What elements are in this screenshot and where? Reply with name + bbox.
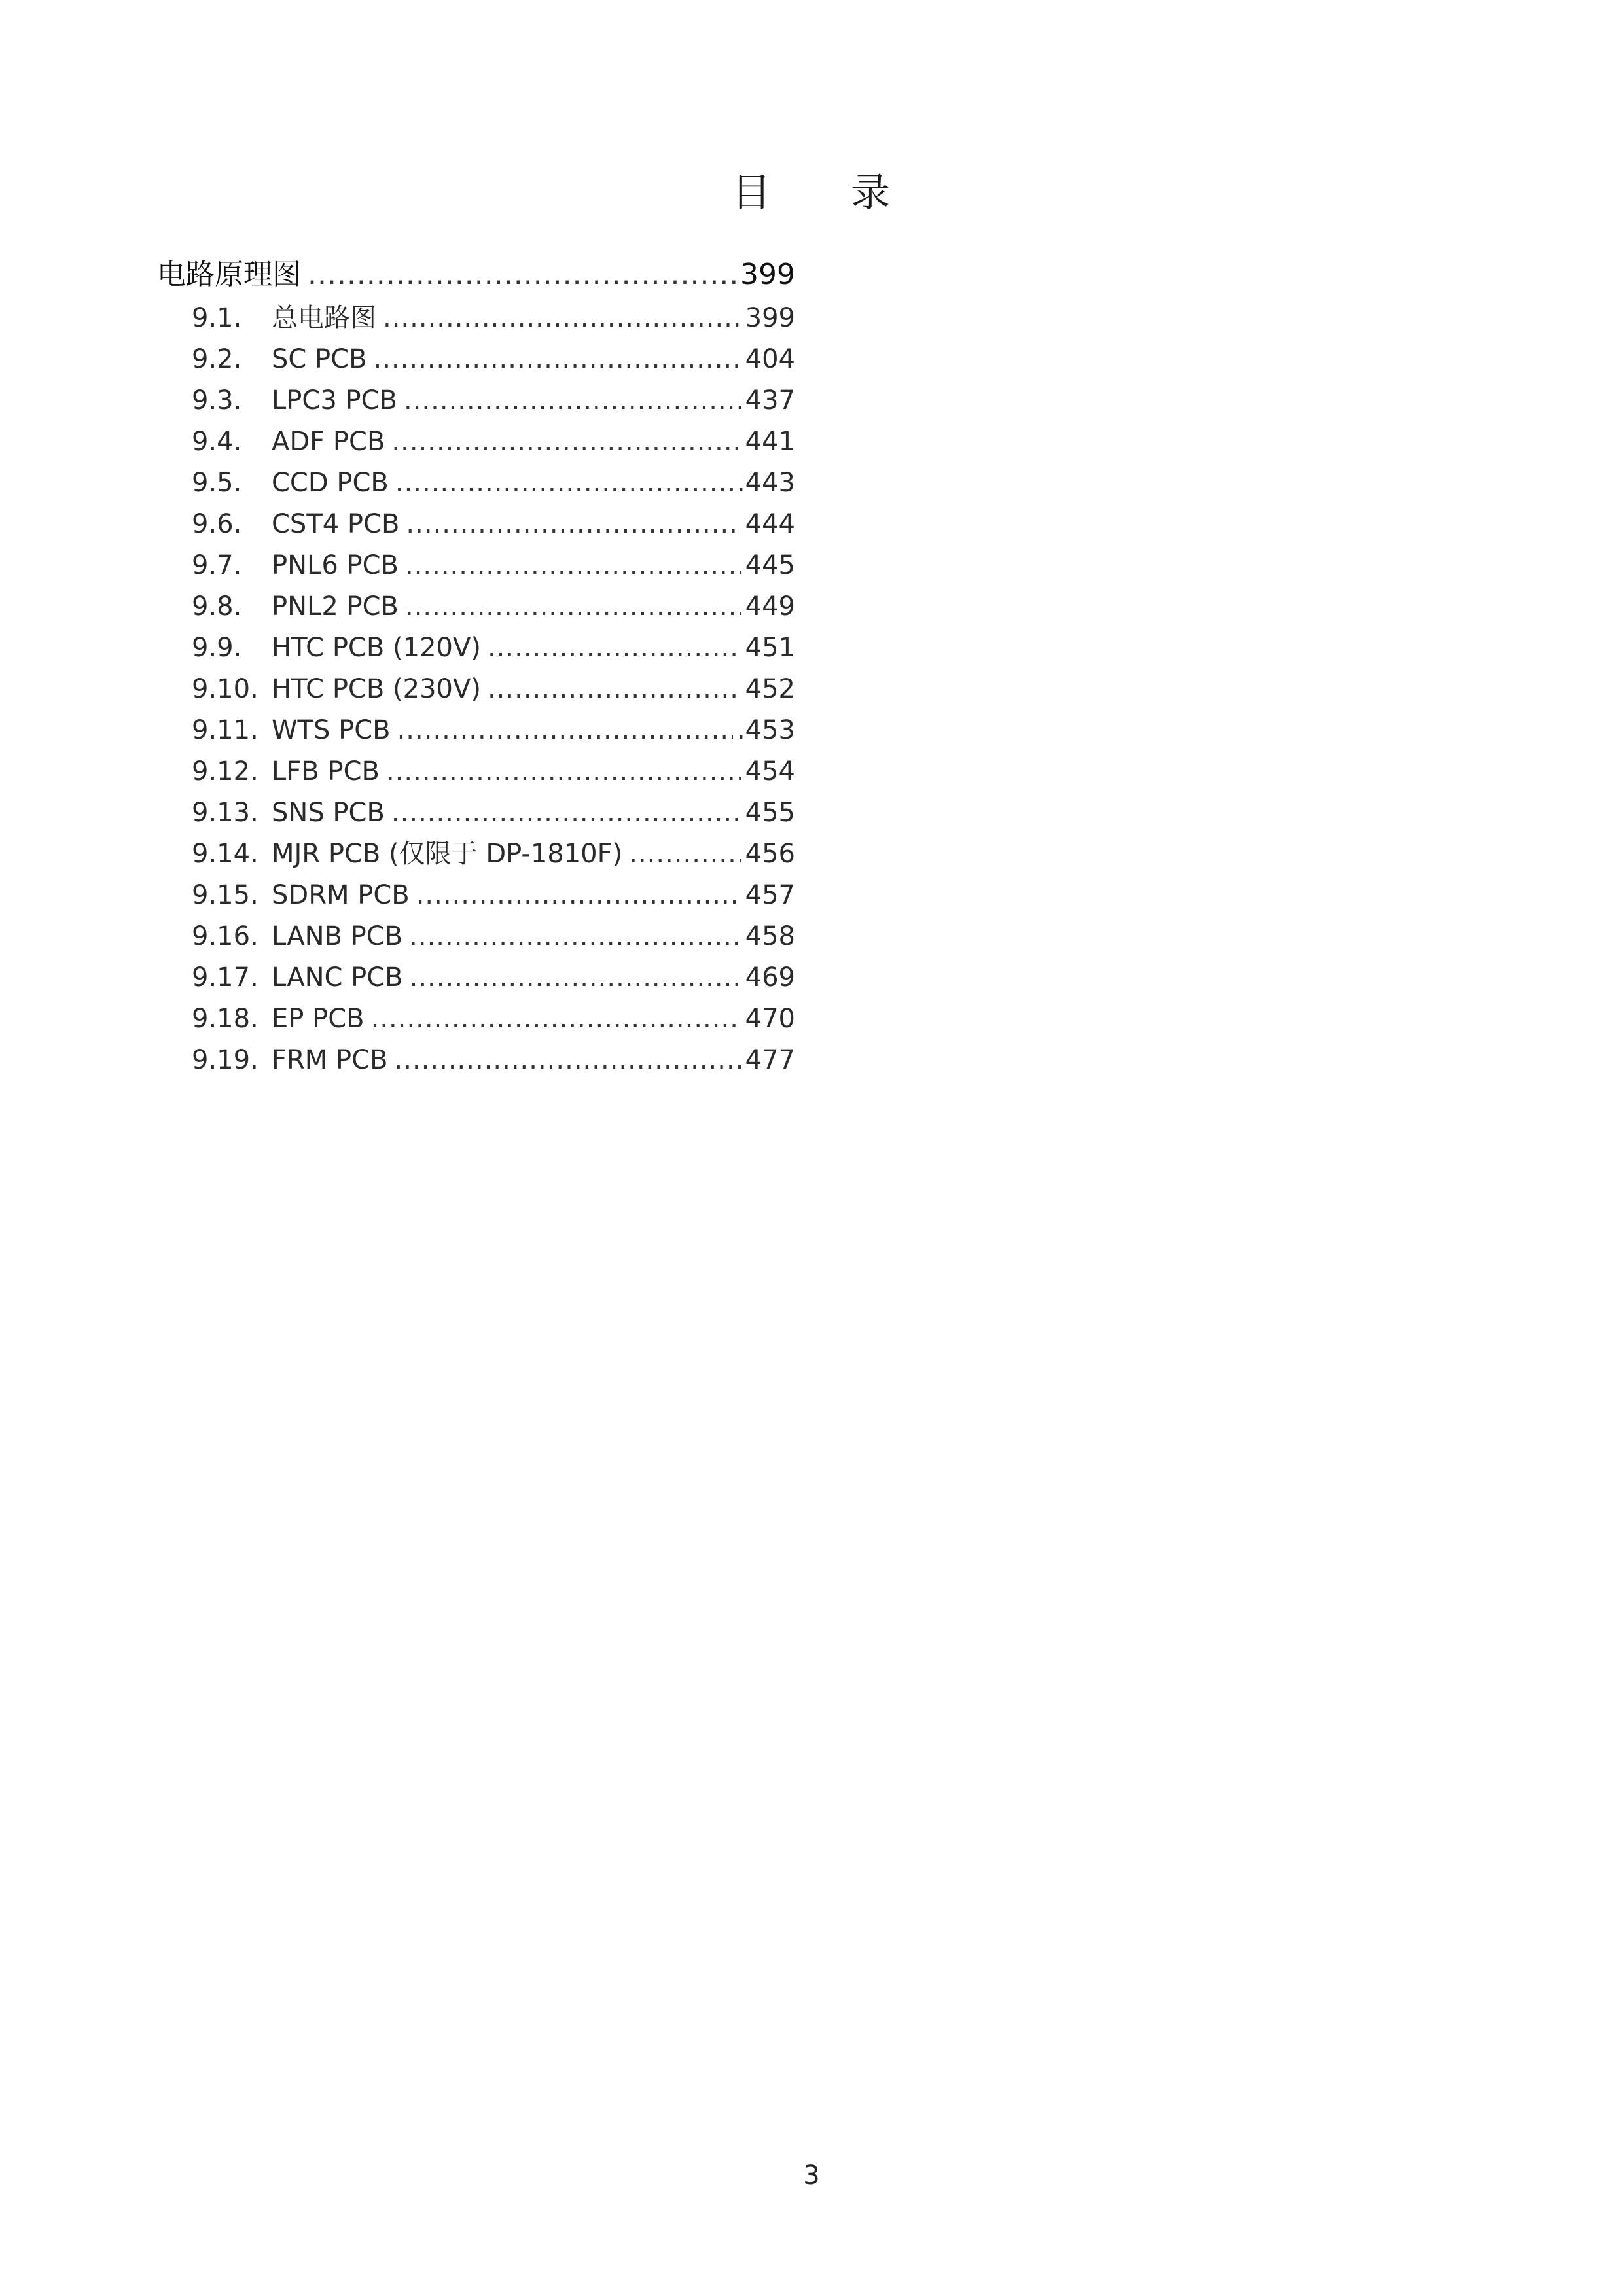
toc-item-page: 449 <box>745 592 795 622</box>
table-of-contents <box>157 252 795 1081</box>
toc-item-title: SDRM PCB <box>272 880 410 910</box>
toc-item-number: 9.7. <box>192 550 242 580</box>
toc-item[interactable] <box>157 998 795 1040</box>
toc-item[interactable] <box>157 834 795 875</box>
toc-item-number: 9.3. <box>192 385 242 415</box>
toc-item-title: PNL2 PCB <box>272 592 399 622</box>
toc-item-title: LANC PCB <box>272 963 403 993</box>
toc-item-page: 470 <box>745 1004 795 1034</box>
toc-item-title: SC PCB <box>272 344 367 374</box>
toc-item[interactable] <box>157 298 795 339</box>
page-title-right: 录 <box>851 170 891 216</box>
toc-dot-leader <box>395 1040 741 1081</box>
toc-item-number: 9.4. <box>192 427 242 457</box>
toc-item-page: 477 <box>745 1045 795 1075</box>
toc-dot-leader <box>391 421 741 463</box>
toc-dot-leader <box>395 463 733 504</box>
toc-item-page: 451 <box>745 633 795 663</box>
toc-dot-leader <box>406 504 741 545</box>
toc-item[interactable] <box>157 1040 795 1081</box>
toc-item[interactable] <box>157 380 795 421</box>
toc-item-number: 9.15. <box>192 880 259 910</box>
toc-item-number: 9.5. <box>192 468 242 498</box>
page-title-left: 目 <box>732 170 772 216</box>
toc-item-number: 9.19. <box>192 1045 259 1075</box>
toc-item-number: 9.14. <box>192 839 259 869</box>
toc-item-title: HTC PCB (230V) <box>272 674 481 704</box>
toc-item-number: 9.8. <box>192 592 242 622</box>
toc-item-title: ADF PCB <box>272 427 385 457</box>
toc-item-page: 441 <box>745 427 795 457</box>
toc-dot-leader <box>405 586 741 627</box>
toc-item-page: 455 <box>745 798 795 828</box>
toc-dot-leader <box>488 627 741 669</box>
toc-item-page: 444 <box>745 509 795 539</box>
toc-item-page: .453 <box>736 715 795 745</box>
toc-item-title: CCD PCB <box>272 468 389 498</box>
page-number: 3 <box>803 2161 820 2191</box>
toc-item[interactable] <box>157 421 795 463</box>
toc-item[interactable] <box>157 669 795 710</box>
toc-dot-leader <box>409 916 741 957</box>
toc-item[interactable] <box>157 463 795 504</box>
toc-section[interactable] <box>157 252 795 298</box>
toc-item-page: 457 <box>745 880 795 910</box>
page-title <box>0 167 1623 219</box>
toc-item-title: HTC PCB (120V) <box>272 633 481 663</box>
toc-item-page: 445 <box>745 550 795 580</box>
toc-item-list <box>157 298 795 1081</box>
toc-item-page: 458 <box>745 921 795 951</box>
toc-item-page: 469 <box>745 963 795 993</box>
toc-item-title: LANB PCB <box>272 921 403 951</box>
toc-item-page: 404 <box>745 344 795 374</box>
toc-item-number: 9.12. <box>192 756 259 786</box>
toc-dot-leader <box>371 998 741 1040</box>
toc-item[interactable] <box>157 545 795 586</box>
toc-item[interactable] <box>157 792 795 834</box>
toc-dot-leader <box>629 834 741 875</box>
toc-item-number: 9.6. <box>192 509 242 539</box>
toc-item[interactable] <box>157 875 795 916</box>
toc-item[interactable] <box>157 339 795 380</box>
toc-dot-leader <box>488 669 741 710</box>
toc-item[interactable] <box>157 586 795 627</box>
toc-item-page: 452 <box>745 674 795 704</box>
toc-dot-leader <box>391 792 741 834</box>
toc-dot-leader <box>374 339 741 380</box>
toc-item-title: 总电路图 <box>272 303 376 333</box>
toc-item-title: CST4 PCB <box>272 509 400 539</box>
toc-dot-leader <box>386 751 741 792</box>
toc-item-title: PNL6 PCB <box>272 550 399 580</box>
toc-item-number: 9.2. <box>192 344 242 374</box>
toc-item-number: 9.9. <box>192 633 242 663</box>
toc-item[interactable] <box>157 751 795 792</box>
toc-item-number: 9.18. <box>192 1004 259 1034</box>
toc-item[interactable] <box>157 916 795 957</box>
toc-item[interactable] <box>157 957 795 998</box>
toc-item-number: 9.17. <box>192 963 259 993</box>
toc-item-title: MJR PCB (仅限于 DP-1810F) <box>272 839 623 869</box>
toc-item-title: WTS PCB <box>272 715 391 745</box>
toc-item-number: 9.11. <box>192 715 259 745</box>
toc-item[interactable] <box>157 627 795 669</box>
toc-item-title: LPC3 PCB <box>272 385 397 415</box>
toc-item-title: SNS PCB <box>272 798 385 828</box>
toc-item-title: EP PCB <box>272 1004 365 1034</box>
toc-item-number: 9.10. <box>192 674 259 704</box>
toc-section-title: 电路原理图 <box>157 258 301 291</box>
toc-section-page: 399 <box>740 258 795 291</box>
toc-dot-leader <box>404 380 741 421</box>
toc-dot-leader <box>416 875 741 916</box>
toc-item[interactable] <box>157 710 795 751</box>
toc-item-title: LFB PCB <box>272 756 380 786</box>
toc-item-page: 437 <box>745 385 795 415</box>
toc-item-page: 454 <box>745 756 795 786</box>
toc-item-number: 9.16. <box>192 921 259 951</box>
toc-item-page: 456 <box>745 839 795 869</box>
toc-item[interactable] <box>157 504 795 545</box>
toc-dot-leader <box>308 252 736 298</box>
toc-dot-leader <box>410 957 741 998</box>
toc-item-number: 9.13. <box>192 798 259 828</box>
toc-item-title: FRM PCB <box>272 1045 388 1075</box>
toc-dot-leader <box>383 298 741 339</box>
toc-dot-leader <box>397 710 733 751</box>
toc-item-page: .443 <box>736 468 795 498</box>
toc-dot-leader <box>405 545 741 586</box>
toc-item-number: 9.1. <box>192 303 242 333</box>
toc-item-page: 399 <box>745 303 795 333</box>
